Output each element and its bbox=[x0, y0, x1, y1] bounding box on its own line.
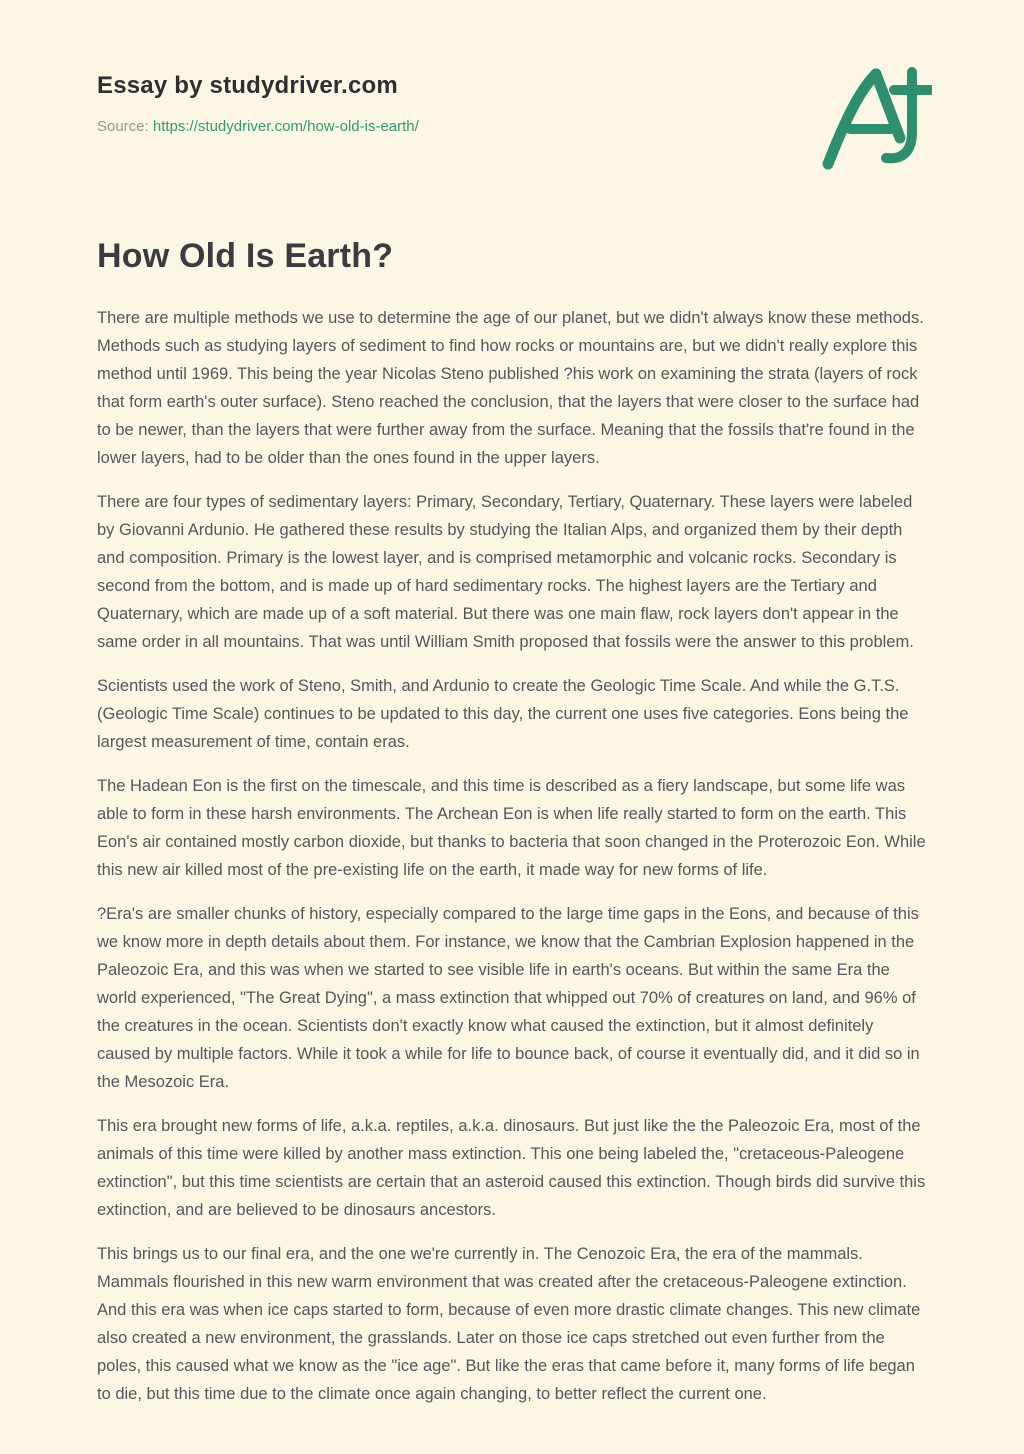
byline: Essay by studydriver.com bbox=[97, 72, 398, 99]
paragraph: The Hadean Eon is the first on the timescale, and this time is described as a fiery landscape, but some life was able to form in these harsh environments. The Archean Eon is when life really started to form on the earth. This Eon's air contained mostly carbon dioxide, but thanks to bacteria that soon changed in the Proterozoic Eon. While this new air killed most of the pre-existing life on the earth, it made way for new forms of life. bbox=[97, 777, 926, 879]
source-label: Source: bbox=[97, 118, 149, 135]
source-line bbox=[97, 118, 927, 135]
studydriver-logo bbox=[820, 66, 932, 170]
paragraph: Scientists used the work of Steno, Smith, and Ardunio to create the Geologic Time Scale. And while the G.T.S. (Geologic Time Scale) continues to be updated to this day, the current one uses five categories. Eons being the largest measurement of time, contain eras. bbox=[97, 677, 909, 751]
paragraph: This brings us to our final era, and the one we're currently in. The Cenozoic Era, the era of the mammals. Mammals flourished in this new warm environment that was created after the cretaceous-Paleogene extinction. And this era was when ice caps started to form, because of even more drastic climate changes. This new climate also created a new environment, the grasslands. Later on those ice caps stretched out even further from the poles, this caused what we know as the "ice age". But like the eras that came before it, many forms of life began to die, but this time due to the climate once again changing, to better reflect the current one. bbox=[97, 1245, 921, 1403]
page-title: How Old Is Earth? bbox=[97, 237, 394, 275]
paragraph: There are multiple methods we use to determine the age of our planet, but we didn't always know these methods. Methods such as studying layers of sediment to find how rocks or mountains are, but we didn't really explore this method until 1969. This being the year Nicolas Steno published ?his work on examining the strata (layers of rock that form earth's outer surface). Steno reached the conclusion, that the layers that were closer to the surface had to be newer, than the layers that were further away from the surface. Meaning that the fossils that're found in the lower layers, had to be older than the ones found in the upper layers. bbox=[97, 309, 924, 467]
paragraph: There are four types of sedimentary layers: Primary, Secondary, Tertiary, Quaternary. These layers were labeled by Giovanni Ardunio. He gathered these results by studying the Italian Alps, and organized them by their depth and composition. Primary is the lowest layer, and is comprised metamorphic and volcanic rocks. Secondary is second from the bottom, and is made up of hard sedimentary rocks. The highest layers are the Tertiary and Quaternary, which are made up of a soft material. But there was one main flaw, rock layers don't appear in the same order in all mountains. That was until William Smith proposed that fossils were the answer to this problem. bbox=[97, 493, 914, 651]
article-body bbox=[97, 304, 927, 1408]
paragraph: This era brought new forms of life, a.k.a. reptiles, a.k.a. dinosaurs. But just like the the Paleozoic Era, most of the animals of this time were killed by another mass extinction. This one being labeled the, "cretaceous-Paleogene extinction", but this time scientists are certain that an asteroid caused this extinction. Though birds did survive this extinction, and are believed to be dinosaurs ancestors. bbox=[97, 1117, 926, 1219]
paragraph: ?Era's are smaller chunks of history, especially compared to the large time gaps in the Eons, and because of this we know more in depth details about them. For instance, we know that the Cambrian Explosion happened in the Paleozoic Era, and this was when we started to see visible life in earth's oceans. But within the same Era the world experienced, "The Great Dying", a mass extinction that whipped out 70% of creatures on land, and 96% of the creatures in the ocean. Scientists don't exactly know what caused the extinction, but it almost definitely caused by multiple factors. While it took a while for life to bounce back, of course it eventually did, and it did so in the Mesozoic Era. bbox=[97, 905, 920, 1091]
page-header bbox=[97, 72, 927, 135]
source-url-link[interactable]: https://studydriver.com/how-old-is-earth/ bbox=[152, 118, 419, 135]
